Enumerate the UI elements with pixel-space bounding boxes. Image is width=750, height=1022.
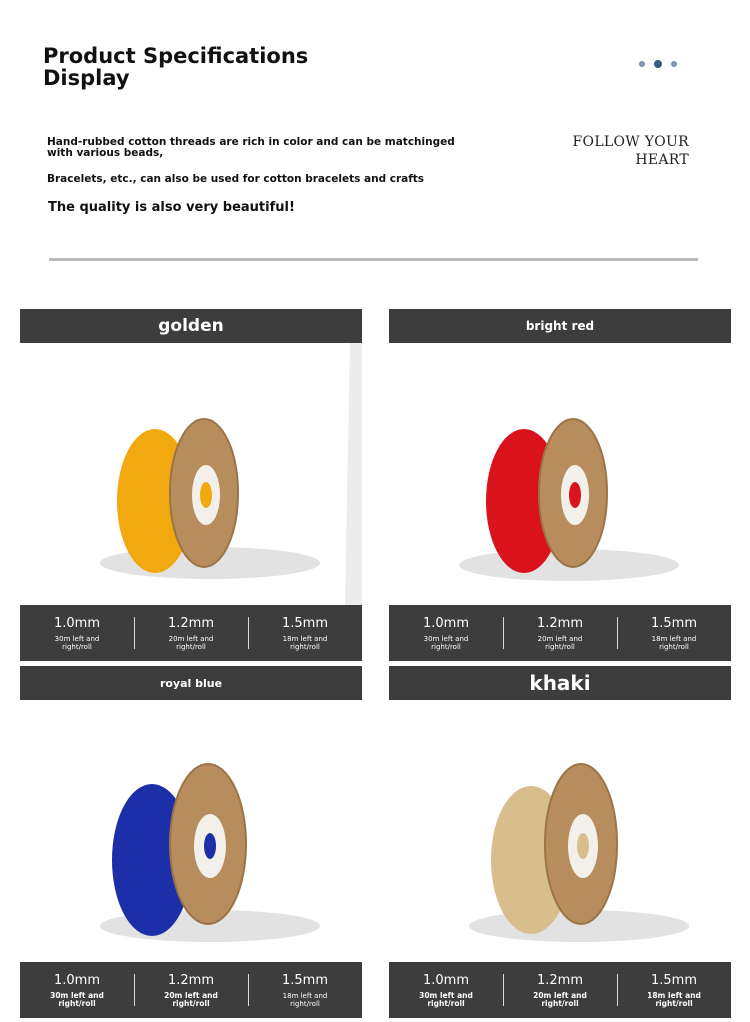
spec-1-0mm: [20, 962, 134, 1018]
spec-size: 1.2mm: [167, 972, 214, 988]
spec-1-5mm: [617, 605, 731, 661]
spec-bar: [20, 605, 362, 661]
spec-length: 20m left and right/roll: [168, 634, 214, 651]
product-name: royal blue: [159, 676, 223, 690]
spec-length: 30m left and right/roll: [50, 990, 104, 1008]
product-card-bright-red: [389, 309, 731, 660]
spec-1-0mm: [389, 605, 503, 661]
spec-size: 1.0mm: [53, 615, 100, 631]
product-name: khaki: [529, 671, 591, 695]
spec-length: 30m left and right/roll: [419, 990, 473, 1008]
spool-image: [20, 700, 362, 962]
slogan-line-2: HEART: [635, 152, 689, 168]
spec-length: 18m left and right/roll: [282, 991, 328, 1008]
spec-1-2mm: [503, 962, 617, 1018]
product-card-royal-blue: [20, 666, 362, 1018]
spec-size: 1.2mm: [536, 615, 583, 631]
product-photo: [20, 343, 362, 605]
spec-size: 1.5mm: [650, 615, 697, 631]
spool-image: [389, 343, 731, 605]
product-card-khaki: [389, 666, 731, 1018]
carousel-dot[interactable]: [671, 61, 677, 67]
spec-length: 20m left and right/roll: [533, 990, 587, 1008]
slogan: [573, 133, 689, 169]
spec-1-2mm: [503, 605, 617, 661]
spec-length: 18m left and right/roll: [651, 634, 697, 651]
spec-bar: [389, 605, 731, 661]
carousel-dot-active[interactable]: [654, 60, 662, 68]
photo-backdrop-fold: [345, 343, 362, 605]
spool-core-thread: [569, 482, 581, 508]
spec-1-5mm: [248, 962, 362, 1018]
spec-size: 1.2mm: [536, 972, 583, 988]
spec-size: 1.5mm: [650, 972, 697, 988]
spec-size: 1.0mm: [422, 972, 469, 988]
spool-core-thread: [200, 482, 212, 508]
carousel-dot[interactable]: [639, 61, 645, 67]
spool-image: [20, 343, 362, 605]
spec-1-5mm: [617, 962, 731, 1018]
spool-core-thread: [204, 833, 216, 859]
spec-length: 18m left and right/roll: [647, 990, 701, 1008]
product-label-band: [389, 309, 731, 343]
carousel-dots[interactable]: [639, 60, 677, 68]
product-photo: [389, 700, 731, 962]
description-line-3: The quality is also very beautiful!: [48, 200, 295, 215]
product-photo: [20, 700, 362, 962]
spec-1-5mm: [248, 605, 362, 661]
spec-1-0mm: [20, 605, 134, 661]
product-label-band: [20, 309, 362, 343]
spec-1-2mm: [134, 605, 248, 661]
spec-length: 30m left and right/roll: [423, 634, 469, 651]
product-name: bright red: [525, 319, 595, 333]
spec-bar: [20, 962, 362, 1018]
spec-size: 1.5mm: [281, 615, 328, 631]
product-card-golden: [20, 309, 362, 660]
page-title: Product Specifications Display: [43, 44, 309, 90]
spec-length: 20m left and right/roll: [164, 990, 218, 1008]
product-photo: [389, 343, 731, 605]
spec-1-0mm: [389, 962, 503, 1018]
spec-bar: [389, 962, 731, 1018]
spool-core-thread: [577, 833, 589, 859]
spool-image: [389, 700, 731, 962]
spec-size: 1.0mm: [53, 972, 100, 988]
spec-size: 1.5mm: [281, 972, 328, 988]
description-line-1: Hand-rubbed cotton threads are rich in color and can be matchinged with various beads,: [47, 136, 455, 159]
product-label-band: [389, 666, 731, 700]
spec-1-2mm: [134, 962, 248, 1018]
spec-size: 1.2mm: [167, 615, 214, 631]
description-line-2: Bracelets, etc., can also be used for cotton bracelets and crafts: [47, 173, 425, 185]
spec-size: 1.0mm: [422, 615, 469, 631]
slogan-line-1: FOLLOW YOUR: [572, 134, 689, 150]
product-label-band: [20, 666, 362, 700]
spec-length: 20m left and right/roll: [537, 634, 583, 651]
spec-length: 18m left and right/roll: [282, 634, 328, 651]
spec-length: 30m left and right/roll: [54, 634, 100, 651]
product-name: golden: [158, 316, 224, 336]
section-divider: [49, 258, 698, 261]
